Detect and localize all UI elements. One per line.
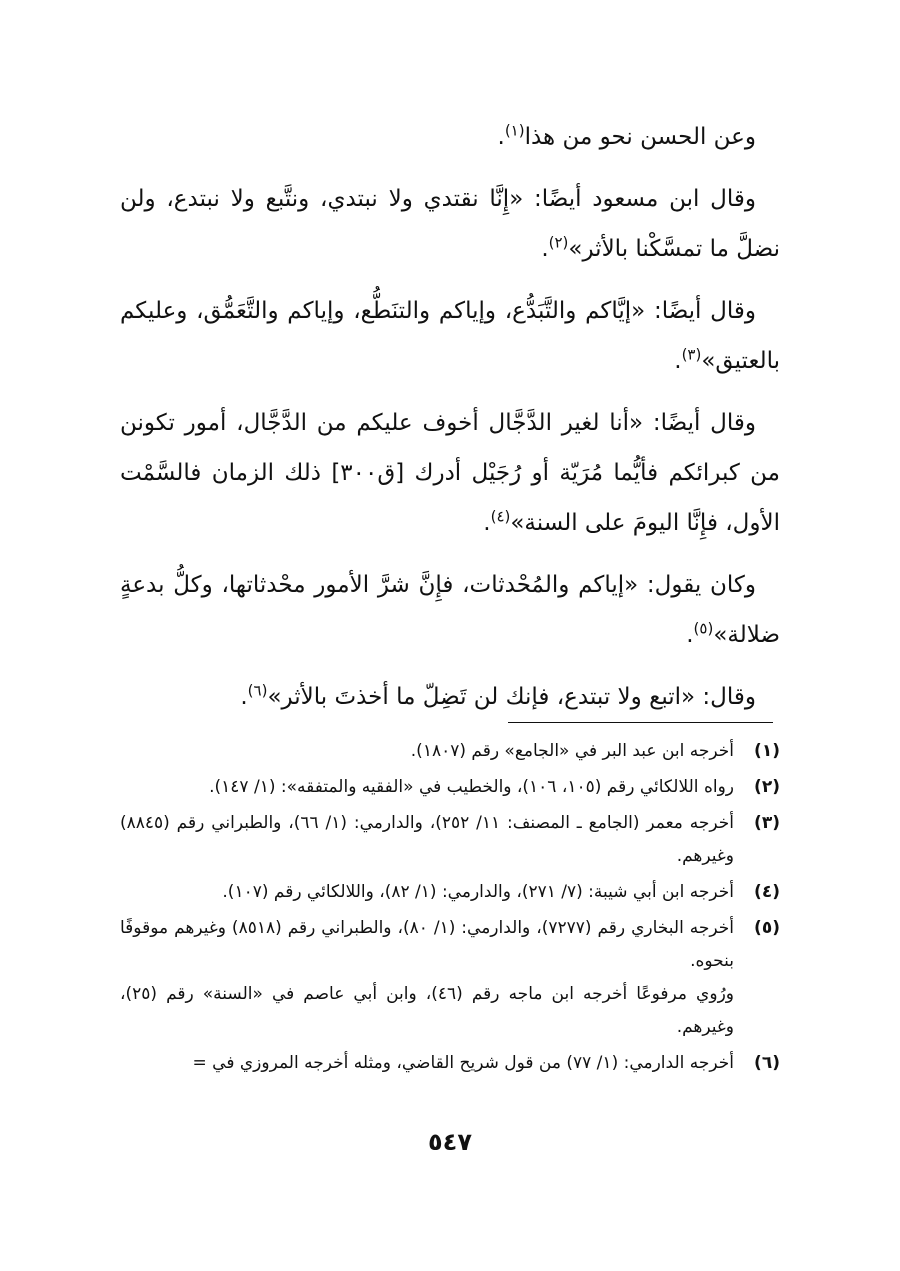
footnote-text: أخرجه البخاري رقم (٧٢٧٧)، والدارمي: (١/ ٨٠)، والطبراني رقم (٨٥١٨) وغيرهم موقوفًا بنحوه. ورُوي مرفوعًا أخرجه ابن ماجه رقم (٤٦)، وابن أبي عاصم في «السنة» رقم (٢٥)، وغيرهم.: [120, 918, 735, 1037]
footnote-marker[interactable]: (٥): [693, 619, 714, 638]
paragraph: وقال أيضًا: «أنا لغير الدَّجَّال أخوف عليكم من الدَّجَّال، أمور تكونن من كبرائكم فأيُّما مُرَيّة أو رُجَيْل أدرك [ق٣٠٠] ذلك الزمان فالسَّمْت الأول، فإِنَّا اليومَ على السنة»$^{(٤)}$.: [120, 410, 780, 536]
footnote-number: (٥): [754, 918, 780, 938]
footnote-number: (٣): [754, 813, 780, 833]
footnote-number: (٢): [754, 777, 780, 797]
footnote-text: أخرجه الدارمي: (١/ ٧٧) من قول شريح القاضي، ومثله أخرجه المروزي في =: [192, 1053, 734, 1073]
footnote-number: (١): [754, 741, 780, 761]
paragraph: وقال: «اتبع ولا تبتدع، فإنك لن تَضِلّ ما أخذتَ بالأثر»$^{(٦)}$.: [240, 681, 756, 710]
footnote-number: (٤): [754, 882, 780, 902]
footnote-marker[interactable]: (٦): [247, 681, 268, 700]
paragraph: وقال أيضًا: «إيَّاكم والتَّبَدُّع، وإياكم والتنَطُّع، وإياكم والتَّعَمُّق، وعليكم بالعتيق»$^{(٣)}$.: [120, 298, 780, 374]
footnote-marker[interactable]: (٣): [681, 345, 702, 364]
footnote-marker[interactable]: (١): [504, 121, 525, 140]
footnote: [120, 876, 780, 909]
footnote: [120, 735, 780, 768]
footnote-marker[interactable]: (٤): [490, 507, 511, 526]
footnote: [120, 771, 780, 804]
footnote: [120, 912, 780, 1044]
footnote: [120, 807, 780, 873]
paragraph: وقال ابن مسعود أيضًا: «إِنَّا نقتدي ولا نبتدي، ونتَّبع ولا نبتدع، ولن نضلَّ ما تمسَّكْنا بالأثر»$^{(٢)}$.: [120, 186, 780, 262]
footnote: [120, 1047, 780, 1080]
footnote-text: أخرجه ابن أبي شيبة: (٧/ ٢٧١)، والدارمي: (١/ ٨٢)، واللالكائي رقم (١٠٧).: [222, 882, 734, 902]
main-text: [120, 112, 780, 734]
footnote-marker[interactable]: (٢): [548, 233, 569, 252]
footnote-divider: [508, 722, 773, 723]
footnotes: [120, 735, 780, 1083]
footnote-text: رواه اللالكائي رقم (١٠٥، ١٠٦)، والخطيب في «الفقيه والمتفقه»: (١/ ١٤٧).: [209, 777, 734, 797]
paragraph: وعن الحسن نحو من هذا$^{(١)}$.: [497, 121, 756, 150]
footnote-text: أخرجه ابن عبد البر في «الجامع» رقم (١٨٠٧).: [410, 741, 734, 761]
footnote-text: أخرجه معمر (الجامع ـ المصنف: ١١/ ٢٥٢)، والدارمي: (١/ ٦٦)، والطبراني رقم (٨٨٤٥) وغيرهم.: [120, 813, 734, 866]
page-number: ٥٤٧: [428, 1128, 472, 1156]
paragraph: وكان يقول: «إياكم والمُحْدثات، فإِنَّ شرَّ الأمور محْدثاتها، وكلُّ بدعةٍ ضلالة»$^{(٥)}$.: [120, 572, 780, 648]
footnote-number: (٦): [754, 1053, 780, 1073]
